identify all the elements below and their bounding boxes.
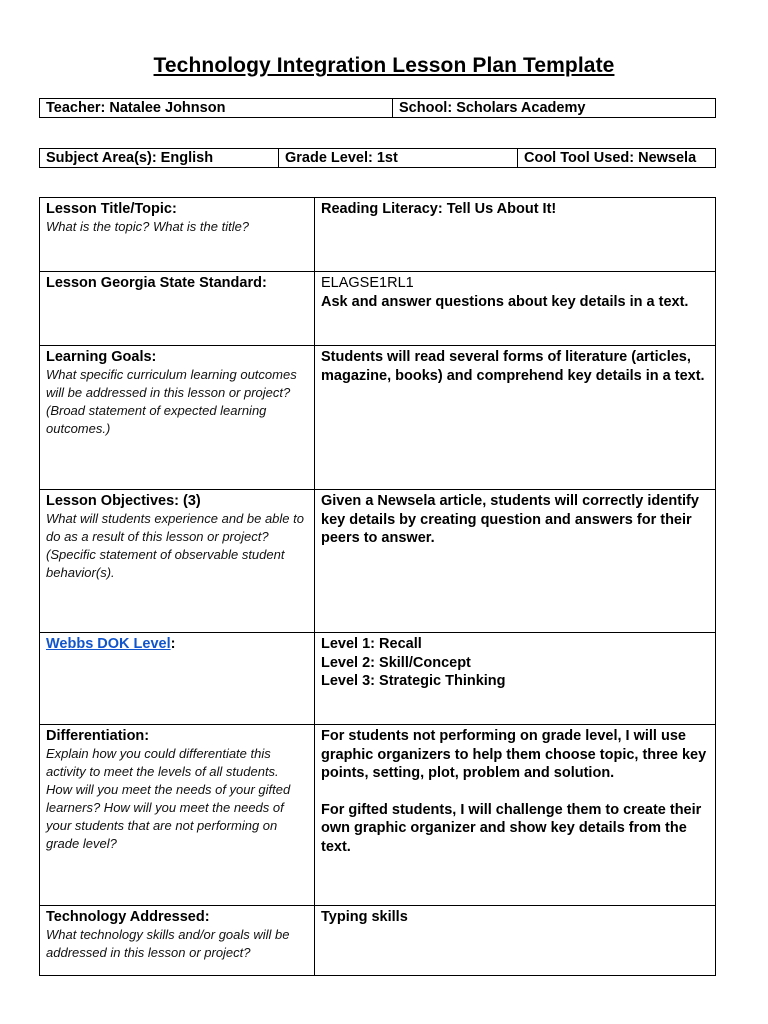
subject-grade-tool-bar <box>39 148 716 168</box>
differentiation-paragraph-1: For students not performing on grade level, I will use graphic organizers to help them choose topic, three key points, setting, plot, problem and solution. <box>321 728 707 781</box>
objectives-label: Lesson Objectives: (3) <box>46 493 201 509</box>
value-cell <box>315 272 716 346</box>
value-cell <box>315 490 716 633</box>
document-title: Technology Integration Lesson Plan Template <box>153 54 615 77</box>
row-technology <box>40 906 716 976</box>
teacher-cell: Teacher: Natalee Johnson <box>46 100 226 116</box>
dok-level-3: Level 3: Strategic Thinking <box>321 673 506 689</box>
differentiation-description: Explain how you could differentiate this activity to meet the levels of all students. How will you meet the needs of your gifted learners? How will you meet the needs of your students that are not performing on grade level? <box>46 746 291 851</box>
row-differentiation <box>40 725 716 906</box>
goals-value: Students will read several forms of literature (articles, magazine, books) and comprehend key details in a text. <box>321 349 705 384</box>
technology-label: Technology Addressed: <box>46 909 210 925</box>
objectives-value: Given a Newsela article, students will correctly identify key details by creating question and answers for their peers to answer. <box>321 493 699 546</box>
dok-level-1: Level 1: Recall <box>321 636 422 652</box>
objectives-description: What will students experience and be able to do as a result of this lesson or project? (Specific statement of observable student behavior(s). <box>46 511 304 580</box>
label-cell <box>40 198 315 272</box>
technology-description: What technology skills and/or goals will be addressed in this lesson or project? <box>46 927 290 960</box>
technology-value: Typing skills <box>321 909 408 925</box>
dok-level-2: Level 2: Skill/Concept <box>321 654 471 671</box>
value-cell <box>315 725 716 906</box>
lesson-plan-table <box>39 197 716 976</box>
row-objectives <box>40 490 716 633</box>
value-cell <box>315 346 716 490</box>
row-dok <box>40 633 716 725</box>
subject-cell: Subject Area(s): English <box>46 150 214 166</box>
label-cell <box>40 633 315 725</box>
differentiation-value <box>321 727 709 856</box>
webbs-dok-link[interactable]: Webbs DOK Level <box>46 636 171 652</box>
value-cell <box>315 633 716 725</box>
label-cell <box>40 490 315 633</box>
row-standard <box>40 272 716 346</box>
school-cell: School: Scholars Academy <box>392 99 715 117</box>
topic-label: Lesson Title/Topic: <box>46 201 177 217</box>
row-goals <box>40 346 716 490</box>
standard-label: Lesson Georgia State Standard: <box>46 275 267 291</box>
differentiation-label: Differentiation: <box>46 728 150 744</box>
label-cell <box>40 346 315 490</box>
dok-label-suffix: : <box>170 636 176 652</box>
value-cell <box>315 198 716 272</box>
value-cell <box>315 906 716 976</box>
label-cell <box>40 906 315 976</box>
differentiation-paragraph-2: For gifted students, I will challenge them to create their own graphic organizer and show key details from the text. <box>321 801 702 855</box>
dok-label <box>46 635 308 653</box>
cool-tool-cell: Cool Tool Used: Newsela <box>517 149 715 167</box>
row-topic <box>40 198 716 272</box>
standard-code: ELAGSE1RL1 <box>321 275 414 291</box>
topic-description: What is the topic? What is the title? <box>46 219 250 234</box>
topic-value: Reading Literacy: Tell Us About It! <box>321 201 557 217</box>
label-cell <box>40 725 315 906</box>
grade-cell: Grade Level: 1st <box>278 149 517 167</box>
standard-text: Ask and answer questions about key details in a text. <box>321 293 689 310</box>
label-cell <box>40 272 315 346</box>
goals-description: What specific curriculum learning outcomes will be addressed in this lesson or project? (Broad statement of expected learning outcomes.) <box>46 367 297 436</box>
teacher-school-bar <box>39 98 716 118</box>
goals-label: Learning Goals: <box>46 349 157 365</box>
